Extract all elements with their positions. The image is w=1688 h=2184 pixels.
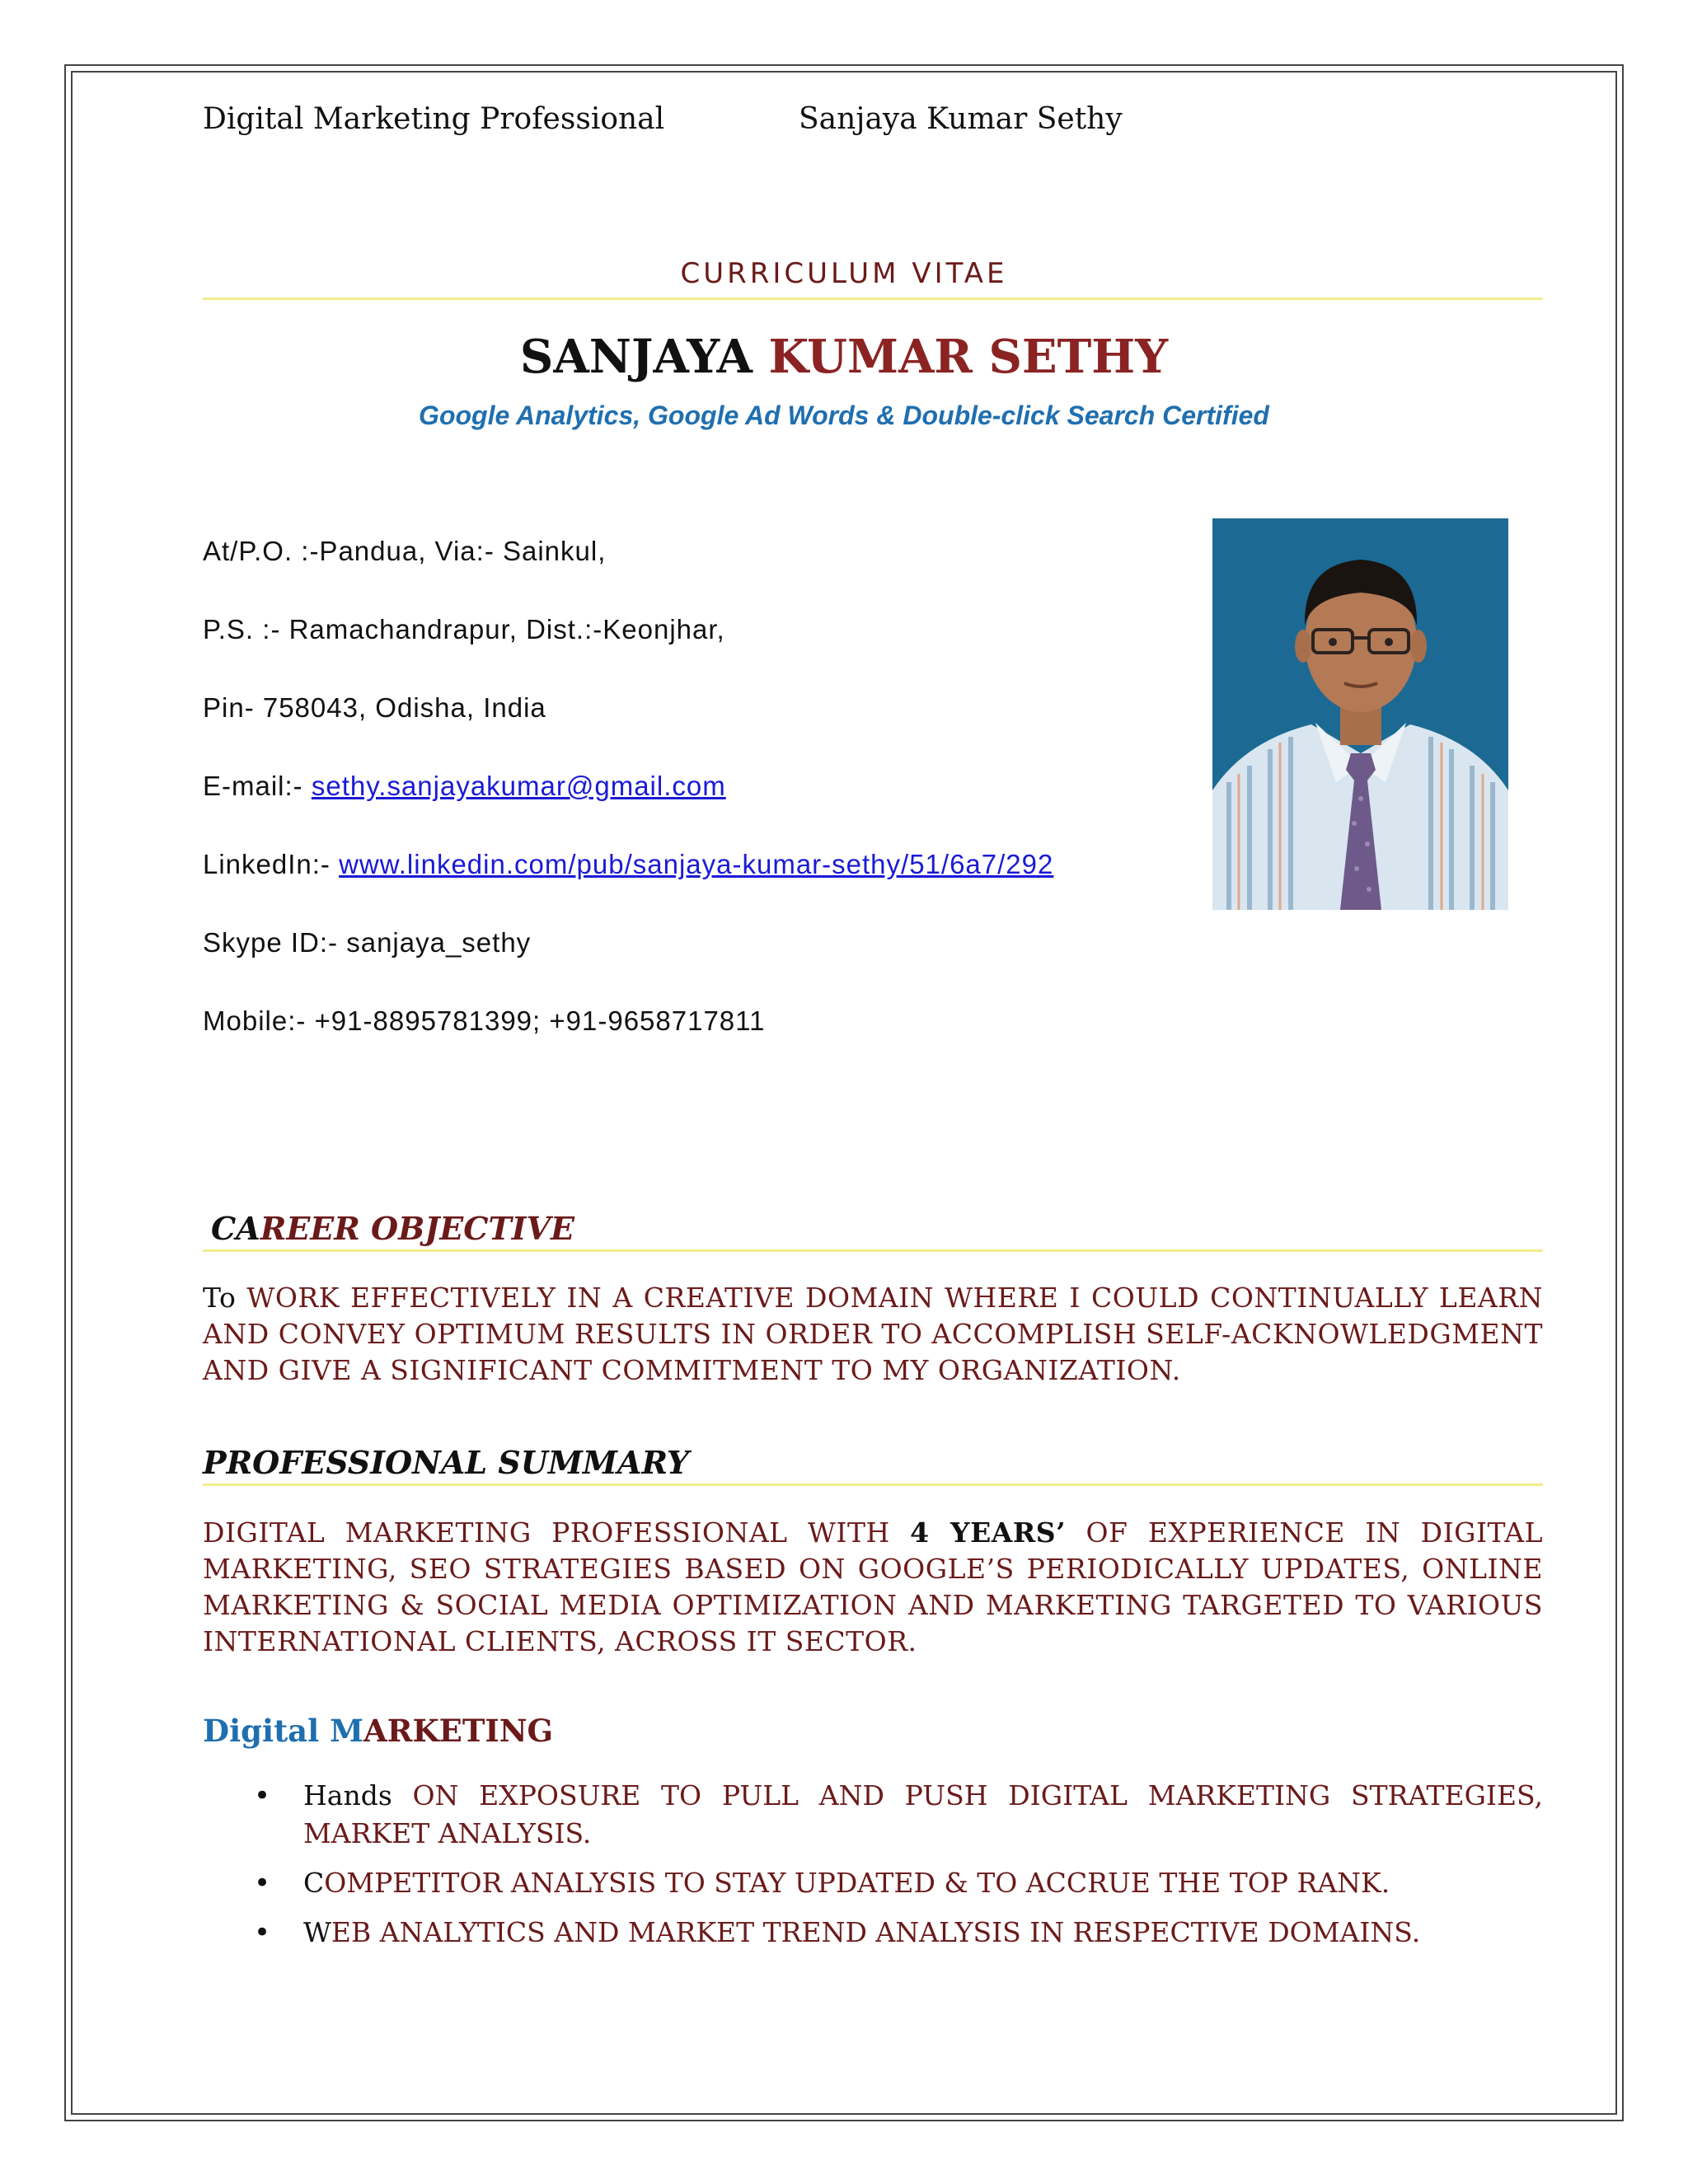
bullet-lead: Hands (303, 1779, 413, 1811)
summary-highlight: 4 YEARS’ (910, 1516, 1067, 1549)
address-line-2: P.S. :- Ramachandrapur, Dist.:-Keonjhar, (203, 614, 725, 644)
digital-marketing-title-b: ARKETING (363, 1713, 554, 1749)
bullet-lead: C (303, 1867, 325, 1899)
professional-summary-text (203, 1515, 1543, 1660)
candidate-name (0, 330, 1688, 384)
career-objective-divider (203, 1249, 1543, 1252)
address-line-1: At/P.O. :-Pandua, Via:- Sainkul, (203, 536, 607, 566)
bullet-lead: W (303, 1916, 331, 1948)
bullet-icon: • (254, 1916, 271, 1949)
summary-before: DIGITAL MARKETING PROFESSIONAL WITH (203, 1516, 911, 1549)
list-item (247, 1914, 1543, 1952)
career-objective-lead: To (203, 1282, 247, 1314)
bullet-text: OMPETITOR ANALYSIS TO STAY UPDATED & TO ACCRUE THE TOP RANK. (324, 1867, 1390, 1899)
certification-line: Google Analytics, Google Ad Words & Double-click Search Certified (419, 401, 1269, 430)
email-label: E-mail:- (203, 771, 312, 801)
digital-marketing-title (203, 1713, 553, 1749)
linkedin-row (203, 849, 1053, 880)
cv-title: CURRICULUM VITAE (680, 257, 1008, 290)
profile-photo (1212, 518, 1508, 910)
header-name: Sanjaya Kumar Sethy (799, 102, 1123, 136)
email-row (203, 771, 726, 802)
linkedin-link[interactable]: www.linkedin.com/pub/sanjaya-kumar-sethy/51/6a7/292 (339, 849, 1054, 879)
career-objective-body: WORK EFFECTIVELY IN A CREATIVE DOMAIN WHERE I COULD CONTINUALLY LEARN AND CONVEY OPTIMUM RESULTS IN ORDER TO ACCOMPLISH SELF-ACKNOWLEDGMENT AND GIVE A SIGNIFICANT COMMITMENT TO MY ORGANIZATION. (203, 1282, 1543, 1386)
career-objective-title (211, 1210, 574, 1247)
name-first: SANJAYA (519, 330, 769, 384)
bullet-icon: • (254, 1867, 271, 1900)
career-objective-title-a: CA (211, 1210, 260, 1247)
summary-after: OF EXPERIENCE IN DIGITAL MARKETING, SEO STRATEGIES BASED ON GOOGLE’S PERIODICALLY UPDATES, ONLINE MARKETING & SOCIAL MEDIA OPTIMIZATION AND MARKETING TARGETED TO VARIOUS INTERNATIONAL CLIENTS, ACROSS IT SECTOR. (203, 1516, 1543, 1657)
list-item (247, 1777, 1543, 1853)
digital-marketing-list (247, 1777, 1543, 1963)
name-last: KUMAR SETHY (768, 330, 1169, 384)
digital-marketing-title-a: Digital M (203, 1713, 364, 1749)
bullet-text: EB ANALYTICS AND MARKET TREND ANALYSIS IN RESPECTIVE DOMAINS. (331, 1916, 1421, 1948)
bullet-text: ON EXPOSURE TO PULL AND PUSH DIGITAL MARKETING STRATEGIES, MARKET ANALYSIS. (303, 1779, 1543, 1849)
header-role: Digital Marketing Professional (203, 102, 665, 136)
professional-summary-title: PROFESSIONAL SUMMARY (203, 1444, 690, 1481)
bullet-icon: • (254, 1779, 271, 1812)
career-objective-title-b: REER OBJECTIVE (260, 1210, 574, 1247)
address-line-3: Pin- 758043, Odisha, India (203, 692, 546, 723)
professional-summary-divider (203, 1483, 1543, 1486)
skype-id: Skype ID:- sanjaya_sethy (203, 927, 532, 958)
email-link[interactable]: sethy.sanjayakumar@gmail.com (311, 771, 726, 801)
career-objective-text (203, 1280, 1543, 1389)
list-item (247, 1864, 1543, 1902)
linkedin-label: LinkedIn:- (203, 849, 340, 879)
mobile-numbers: Mobile:- +91-8895781399; +91-9658717811 (203, 1005, 766, 1036)
title-divider (203, 298, 1543, 300)
